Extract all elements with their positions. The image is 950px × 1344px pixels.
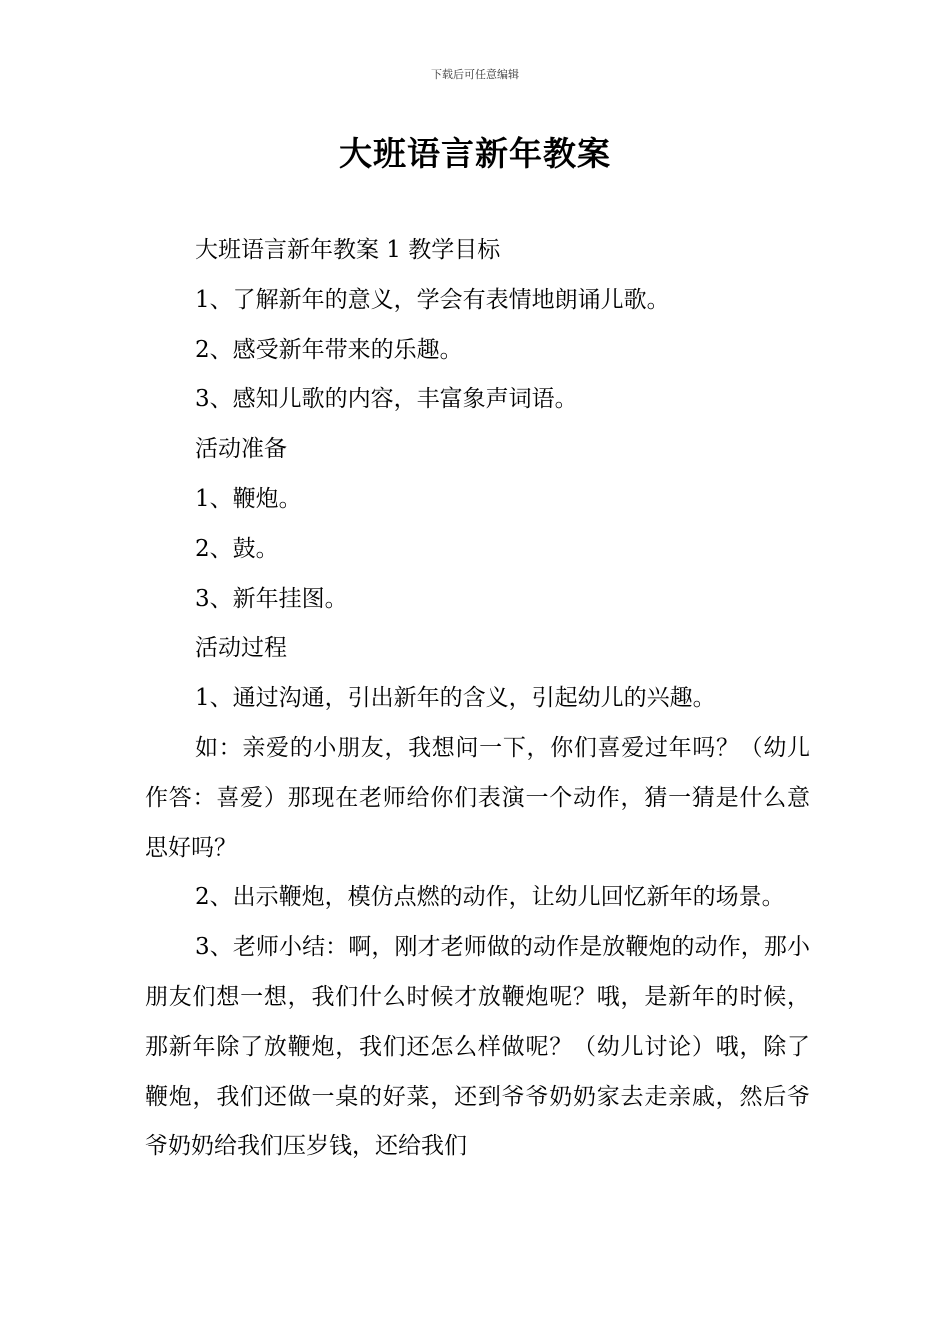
paragraph-process-1: 1、通过沟通，引出新年的含义，引起幼儿的兴趣。 — [195, 685, 716, 712]
paragraph-preparation-heading: 活动准备 — [195, 436, 287, 463]
paragraph-preparation-1: 1、鞭炮。 — [195, 485, 302, 512]
paragraph-objective-3: 3、感知儿歌的内容，丰富象声词语。 — [195, 386, 578, 413]
paragraph-process-2: 2、出示鞭炮，模仿点燃的动作，让幼儿回忆新年的场景。 — [195, 884, 785, 911]
paragraph-objective-1: 1、了解新年的意义，学会有表情地朗诵儿歌。 — [195, 286, 670, 313]
paragraph-process-heading: 活动过程 — [195, 635, 287, 662]
paragraph-objective-2: 2、感受新年带来的乐趣。 — [195, 336, 463, 363]
document-title: 大班语言新年教案 — [339, 134, 611, 173]
paragraph-preparation-3: 3、新年挂图。 — [195, 585, 348, 612]
document-body — [145, 226, 810, 1172]
paragraph-preparation-2: 2、鼓。 — [195, 535, 279, 562]
paragraph-objectives-heading: 大班语言新年教案 1 教学目标 — [195, 237, 501, 263]
paragraph-process-example: 如：亲爱的小朋友，我想问一下，你们喜爱过年吗？（幼儿作答：喜爱）那现在老师给你们表演一个动作，猜一猜是什么意思好吗？ — [145, 734, 810, 861]
header-note: 下载后可任意编辑 — [431, 68, 519, 81]
paragraph-process-3: 3、老师小结：啊，刚才老师做的动作是放鞭炮的动作，那小朋友们想一想，我们什么时候才放鞭炮呢？哦，是新年的时候，那新年除了放鞭炮，我们还怎么样做呢？（幼儿讨论）哦，除了鞭炮，我们还做一桌的好菜，还到爷爷奶奶家去走亲戚，然后爷爷奶奶给我们压岁钱，还给我们 — [145, 934, 810, 1160]
